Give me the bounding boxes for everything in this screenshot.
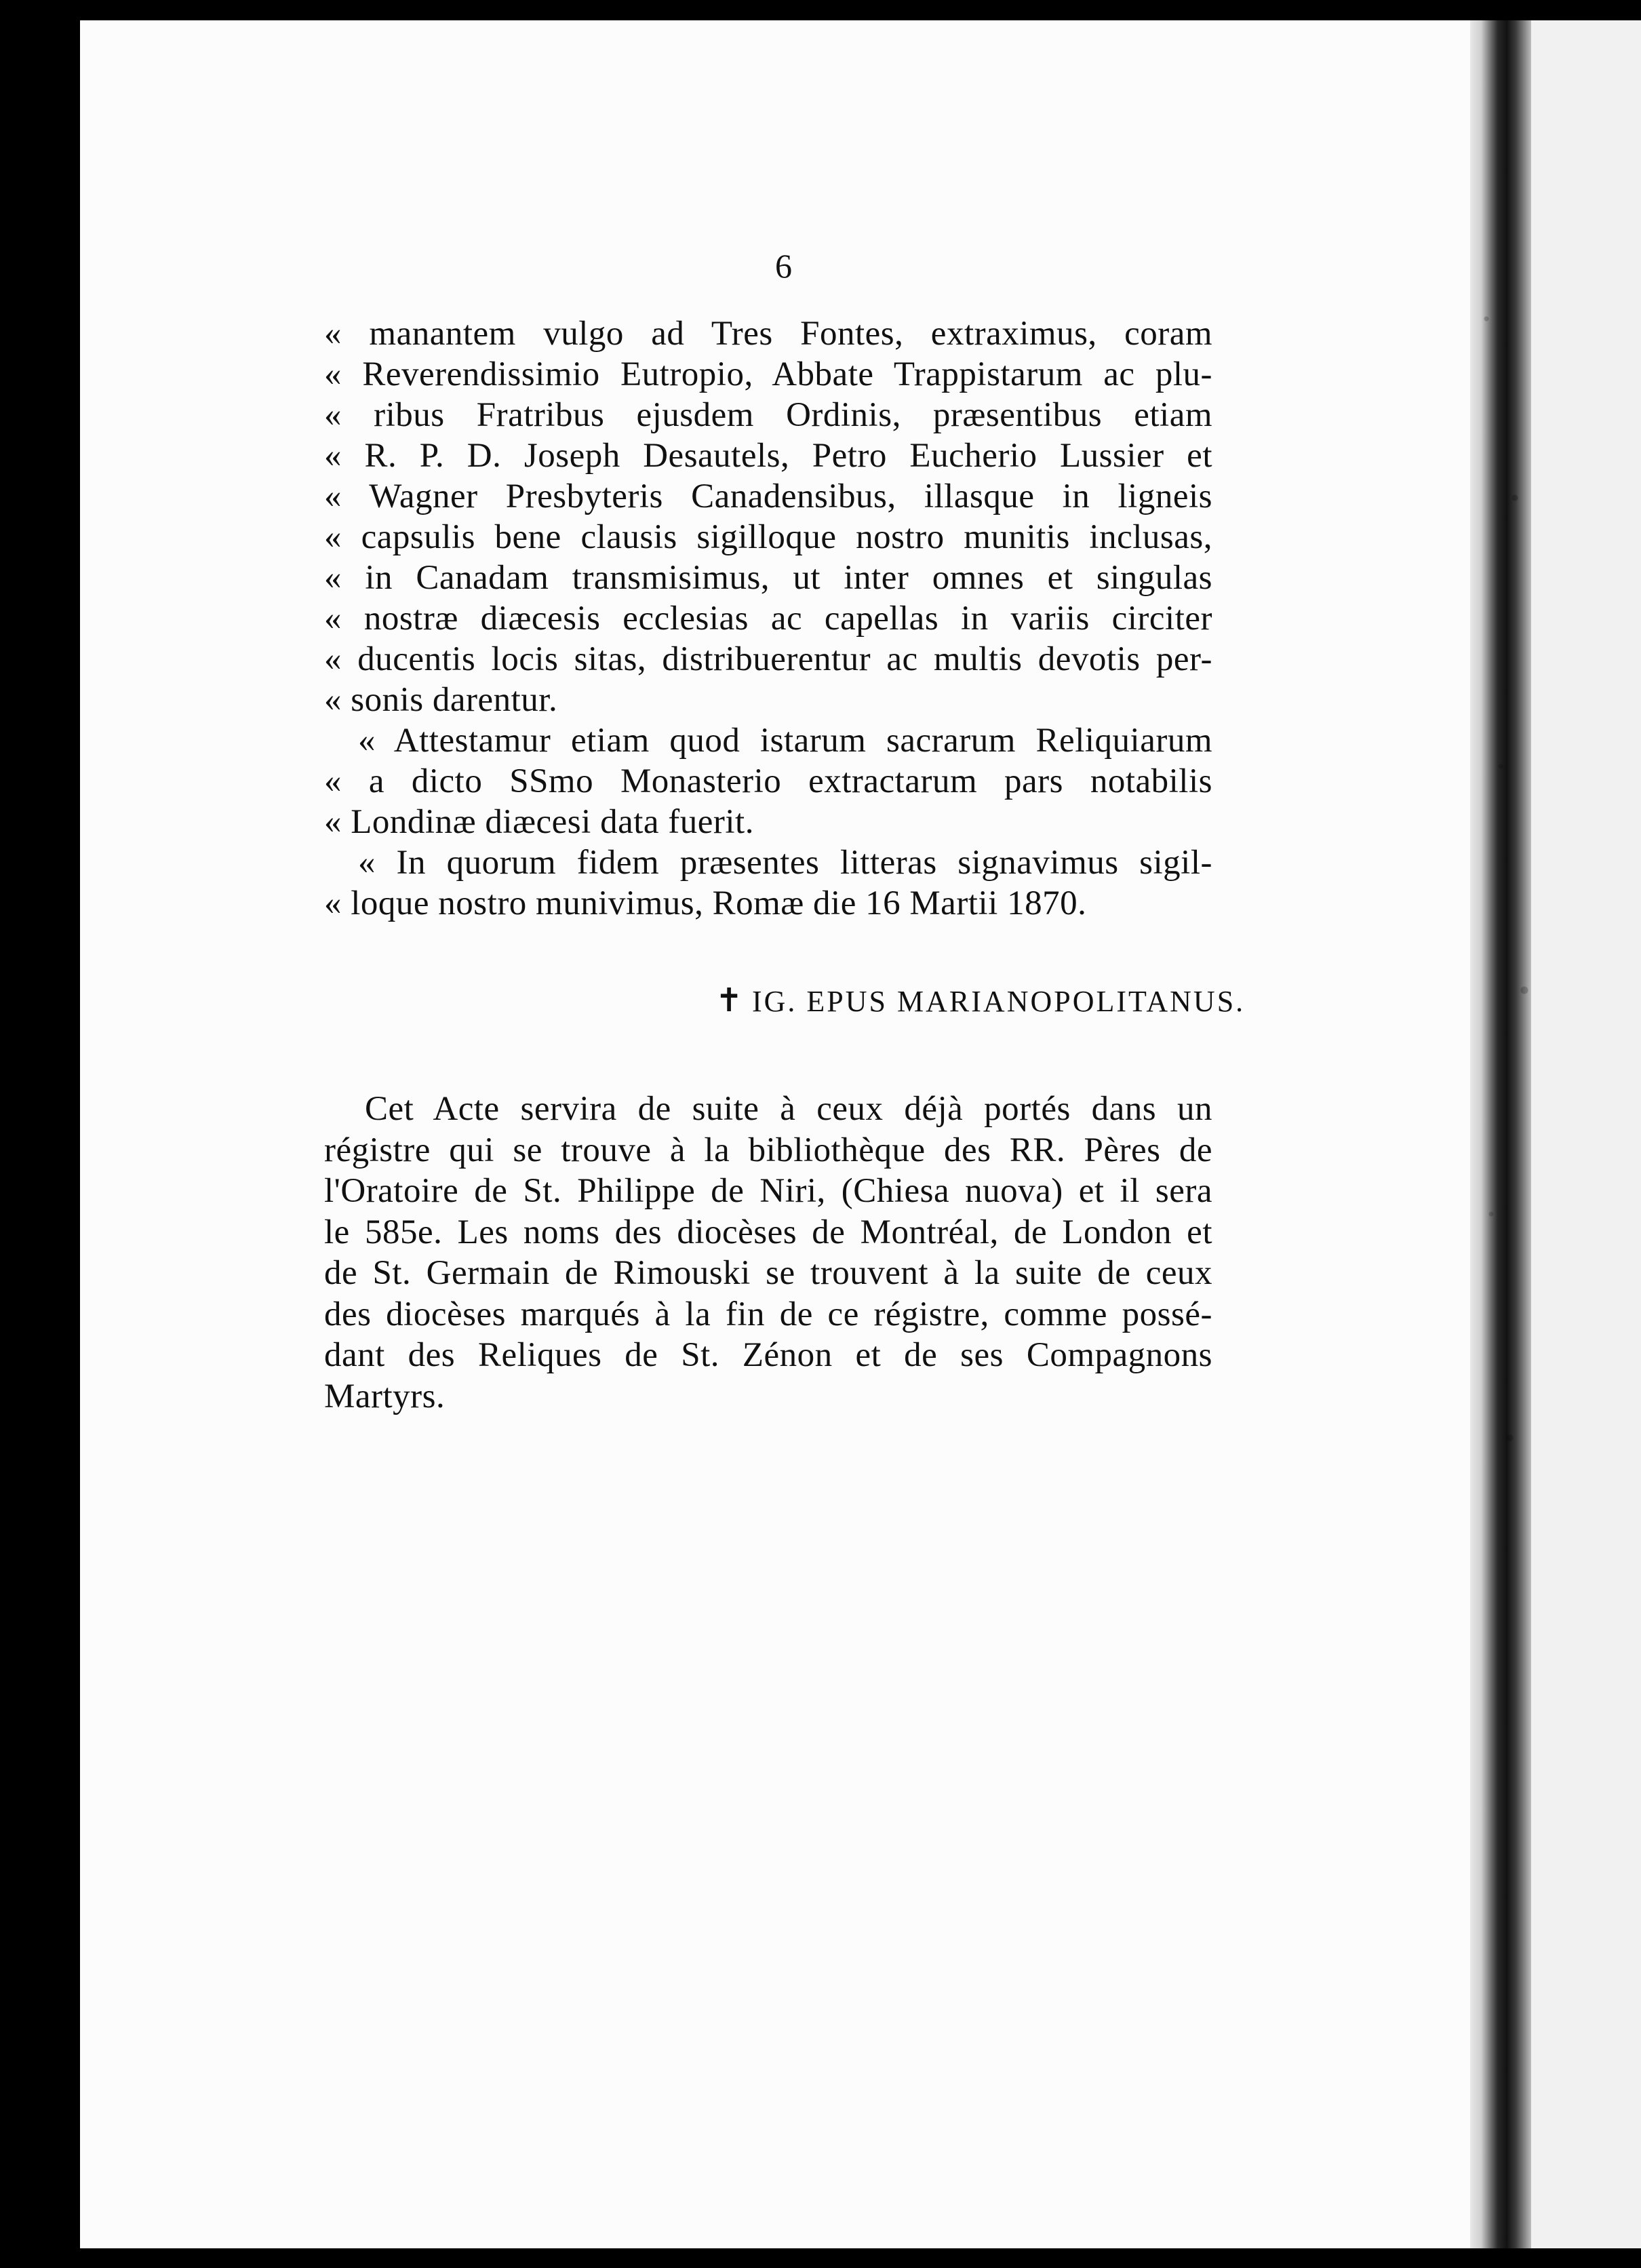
latin-line: « Londinæ diæcesi data fuerit. — [324, 803, 754, 841]
latin-passage — [324, 313, 1212, 924]
french-line: Martyrs. — [324, 1377, 446, 1415]
latin-line: « capsulis bene clausis sigilloque nostro munitis inclusas, — [324, 518, 1212, 556]
latin-line: « Attestamur etiam quod istarum sacrarum Reliquiarum — [358, 722, 1212, 760]
french-line: des diocèses marqués à la fin de ce régistre, comme possé- — [324, 1295, 1212, 1333]
page-number: 6 — [775, 247, 792, 285]
french-line: dant des Reliques de St. Zénon et de ses Compagnons — [324, 1336, 1212, 1374]
french-line: le 585e. Les noms des diocèses de Montréal, de London et — [324, 1213, 1212, 1251]
latin-line: « In quorum fidem præsentes litteras signavimus sigil- — [358, 844, 1212, 882]
latin-line: « ribus Fratribus ejusdem Ordinis, præsentibus etiam — [324, 396, 1212, 434]
signature — [715, 981, 1245, 1022]
signature-text: IG. EPUS MARIANOPOLITANUS. — [752, 985, 1246, 1018]
french-line: régistre qui se trouve à la bibliothèque des RR. Pères de — [324, 1131, 1212, 1169]
latin-line: « in Canadam transmisimus, ut inter omnes et singulas — [324, 559, 1212, 597]
latin-line: « ducentis locis sitas, distribuerentur ac multis devotis per- — [324, 640, 1212, 678]
scan-speckle — [1458, 170, 1553, 1662]
latin-line: « Wagner Presbyteris Canadensibus, illasque in ligneis — [324, 477, 1212, 515]
cross-icon: ✝ — [715, 983, 745, 1019]
french-line: Cet Acte servira de suite à ceux déjà portés dans un — [365, 1090, 1212, 1128]
latin-line: « nostræ diæcesis ecclesias ac capellas in variis circiter — [324, 600, 1212, 638]
french-line: l'Oratoire de St. Philippe de Niri, (Chiesa nuova) et il sera — [324, 1172, 1212, 1210]
latin-line: « R. P. D. Joseph Desautels, Petro Eucherio Lussier et — [324, 437, 1212, 475]
latin-line: « loque nostro munivimus, Romæ die 16 Martii 1870. — [324, 884, 1087, 922]
latin-line: « manantem vulgo ad Tres Fontes, extraximus, coram — [324, 315, 1212, 353]
latin-line: « a dicto SSmo Monasterio extractarum pars notabilis — [324, 762, 1212, 800]
latin-line: « sonis darentur. — [324, 681, 558, 719]
french-passage — [324, 1089, 1212, 1417]
french-line: de St. Germain de Rimouski se trouvent à la suite de ceux — [324, 1254, 1212, 1292]
latin-line: « Reverendissimio Eutropio, Abbate Trappistarum ac plu- — [324, 355, 1212, 393]
